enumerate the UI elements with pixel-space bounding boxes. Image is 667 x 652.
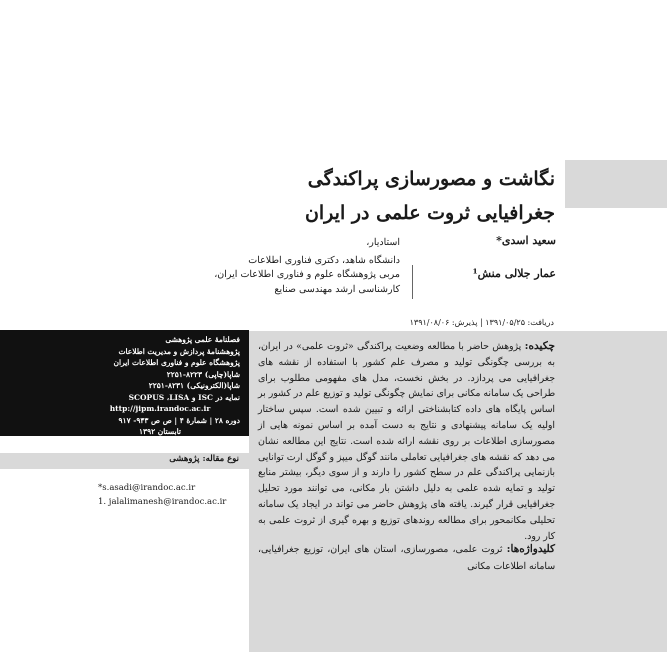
journal-line: دوره ۲۸ | شمارهٔ ۴ | ص ص ۹۴۳- ۹۱۷	[118, 415, 240, 425]
keywords	[258, 541, 555, 575]
journal-info	[80, 334, 240, 438]
article-type: نوع مقاله: پژوهشی	[169, 454, 239, 464]
keywords-label: کلیدواژه‌ها:	[506, 543, 555, 555]
received-accepted-dates: دریافت: ۱۳۹۱/۰۵/۲۵ | پذیرش: ۱۳۹۱/۰۸/۰۶	[409, 318, 554, 327]
affiliation-line: مربی پژوهشگاه علوم و فناوری اطلاعات ایران،	[214, 269, 400, 280]
journal-line: پژوهشنامهٔ پردازش و مدیریت اطلاعات	[118, 346, 240, 356]
affiliation-divider	[412, 265, 413, 299]
affiliation-line: کارشناسی ارشد مهندسی صنایع	[274, 284, 400, 295]
journal-line: تابستان ۱۳۹۲	[139, 427, 181, 436]
journal-line: پژوهشگاه علوم و فناوری اطلاعات ایران	[113, 358, 240, 367]
abstract-text: پژوهش حاضر با مطالعه وضعیت پراکندگی «ثروت علمی» در ایران، به بررسی چگونگی تولید و مصرف علم کشور با استفاده از نقشه های جغرافیایی می پردازد. در بخش نخست، مدل های مفهومی مطلوب برای طراحی یک سامانه مکانی برای نمایش چگونگی تولید و توزیع علم در کشور بر اساس پایگاه های داده کتابشناختی ارائه و تبیین شده است. سپس ساختار اولیه یک سامانه پیشنهادی و نتایج به دست آمده بر اساس نمونه هایی از مصورسازی اطلاعات بر روی نقشه ارائه شده است. نتایج این مطالعه نشان می دهد که نقشه های جغرافیایی تعاملی مانند گوگل میپز و گوگل ارت توانایی بازنمایی پراکندگی علم در سطح کشور را دارند و از سوی دیگر، بیشتر منابع تولید و تمایه شده علمی به دلیل داشتن بار مکانی، می توانند مورد تحلیل جغرافیایی قرار گیرند. یافته های پژوهش حاضر می تواند در ایجاد یک سامانه تحلیلی مکانمحور برای مطالعه روندهای توزیع و بهره گیری از ثروت علمی به کار رود.	[258, 341, 555, 542]
journal-url: http://jipm.irandoc.ac.ir	[109, 404, 211, 413]
article-title	[240, 162, 555, 230]
author-affiliation-1	[200, 234, 400, 270]
author-emails	[98, 481, 248, 509]
affiliation-line: استادیار،	[366, 237, 400, 248]
decorative-tab	[565, 160, 667, 208]
abstract-label: چکیده:	[524, 340, 555, 352]
email-1[interactable]: *s.asadi@irandoc.ac.ir	[98, 483, 196, 493]
abstract	[258, 339, 555, 544]
author-name-2: عمار جلالی منش¹	[472, 267, 556, 280]
journal-line: فصلنامهٔ علمی پژوهشی	[165, 335, 240, 344]
title-line-1: نگاشت و مصورسازی پراکندگی	[307, 168, 555, 190]
author-name-1: سعید اسدی*	[496, 234, 556, 247]
journal-line: نمایه در ISC و SCOPUS ،LISA	[128, 392, 240, 402]
title-line-2: جغرافیایی ثروت علمی در ایران	[304, 202, 555, 224]
keywords-text: ثروت علمی، مصورسازی، استان های ایران، توزیع جغرافیایی، سامانه اطلاعات مکانی	[258, 544, 555, 572]
affiliation-line: دانشگاه شاهد، دکتری فناوری اطلاعات	[248, 255, 400, 266]
email-2[interactable]: 1. jalalimanesh@irandoc.ac.ir	[98, 497, 227, 507]
journal-line: شاپا(الکترونیکی) ۸۲۳۱-۲۲۵۱	[148, 381, 240, 390]
journal-line: شاپا(چاپی) ۸۲۲۳-۲۲۵۱	[166, 369, 240, 379]
author-affiliation-2	[200, 267, 400, 297]
